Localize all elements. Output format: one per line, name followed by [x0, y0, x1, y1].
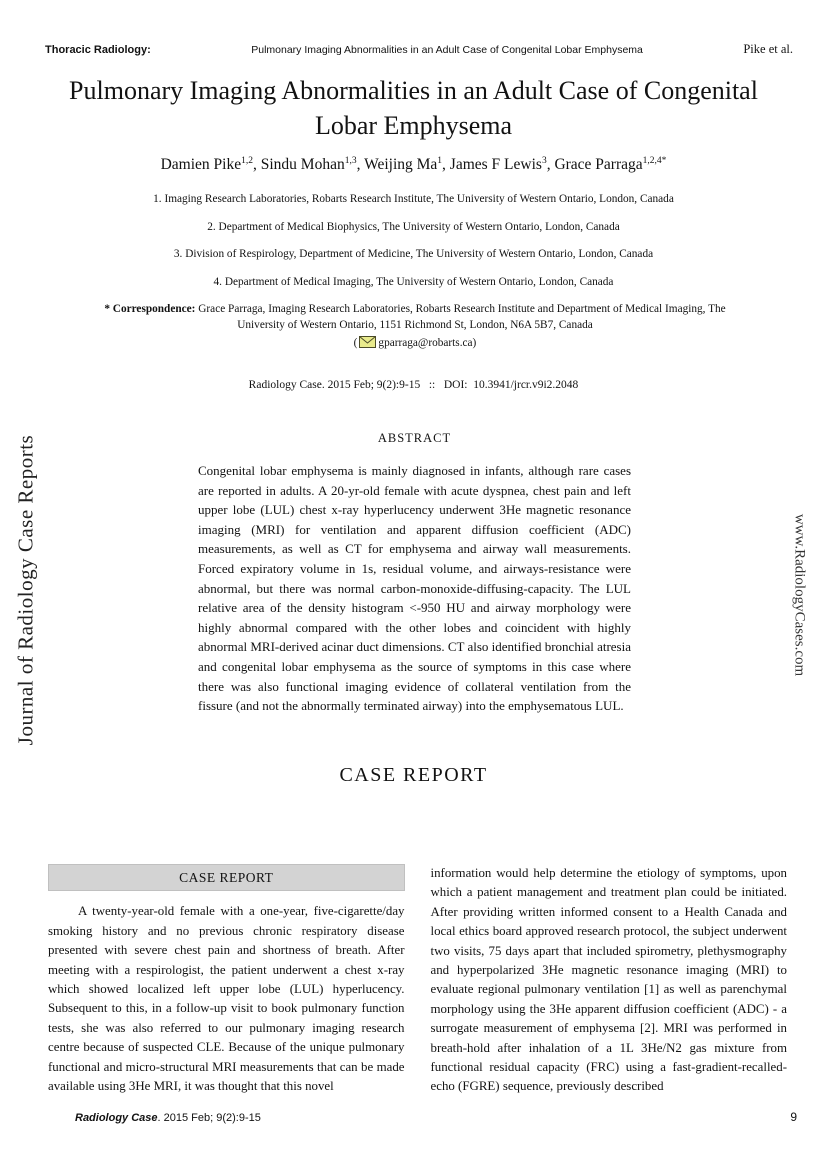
correspondence-label: * Correspondence: [104, 303, 196, 315]
author-separator: , [252, 156, 261, 174]
right-column [431, 864, 788, 1097]
footer-journal-name: Radiology Case [75, 1112, 158, 1124]
section-label: Thoracic Radiology: [45, 44, 151, 56]
case-report-box-heading: CASE REPORT [48, 864, 405, 891]
case-report-paragraph-left: A twenty-year-old female with a one-year, five-cigarette/day smoking history and no previous chronic respiratory disease presented with severe chest pain and shortness of breath. After meeting with a respirologist, the patient underwent a chest x-ray which showed localized left upper lobe (LUL) hyperlucency. Subsequent to this, in a follow-up visit to book pulmonary function tests, she was also referred to our pulmonary imaging research centre because of suspected CLE. Because of the unique pulmonary functional and micro-structural MRI measurements that can be made available using 3He MRI, it was thought that this novel [48, 904, 405, 1094]
correspondence-email-line [100, 336, 730, 352]
author-name: Sindu Mohan [260, 156, 345, 174]
running-header [45, 42, 793, 57]
paren-open: ( [353, 337, 358, 349]
journal-name-vertical: Journal of Radiology Case Reports [13, 434, 38, 746]
left-column [48, 864, 405, 1097]
email-address[interactable]: gparraga@robarts.ca) [378, 337, 477, 349]
correspondence-block [100, 302, 730, 352]
author-name: Grace Parraga [554, 156, 643, 174]
correspondence-text: * Correspondence: Grace Parraga, Imaging Research Laboratories, Robarts Research Institute and Department of Medical Imaging, The University of Western Ontario, 1151 Richmond St, London, N6A 5B7, Canada [104, 303, 726, 331]
article-title: Pulmonary Imaging Abnormalities in an Adult Case of Congenital Lobar Emphysema [69, 76, 758, 140]
author-affil-sup: 1,2,4* [642, 156, 667, 166]
author-separator: , [356, 156, 365, 174]
affiliation: 4. Department of Medical Imaging, The University of Western Ontario, London, Canada [213, 275, 614, 288]
abstract-section [198, 431, 631, 716]
affiliations-list [0, 193, 827, 303]
case-report-paragraph-right: information would help determine the etiology of symptoms, upon which a patient management and treatment plan could be initiated. After providing written informed consent to a Health Canada and local ethics board approved research protocol, the subject underwent two visits, 75 days apart that included spirometry, plethysmography and hyperpolarized 3He magnetic resonance imaging (MRI) to evaluate regional pulmonary ventilation [1] as well as parenchymal morphology using the 3He apparent diffusion coefficient (ADC) - a surrogate measurement of emphysema [2]. MRI was performed in breath-hold after inhalation of a 1L 3He/N2 gas mixture from functional residual capacity (FRC) using a fast-gradient-recalled-echo (FGRE) sequence, previously described [430, 866, 787, 1094]
author-affil-sup: 3 [541, 156, 547, 166]
running-title: Pulmonary Imaging Abnormalities in an Adult Case of Congenital Lobar Emphysema [251, 44, 643, 56]
authors-line [0, 156, 827, 174]
footer-citation [75, 1112, 261, 1124]
author-separator: , [546, 156, 555, 174]
citation-doi-line: Radiology Case. 2015 Feb; 9(2):9-15 :: DOI: 10.3941/jrcr.v9i2.2048 [248, 379, 579, 391]
affiliation: 2. Department of Medical Biophysics, The University of Western Ontario, London, Canada [207, 220, 620, 233]
author-affil-sup: 1,2 [241, 156, 253, 166]
author-affil-sup: 1 [437, 156, 443, 166]
author-name: James F Lewis [449, 156, 542, 174]
author-affil-sup: 1,3 [344, 156, 357, 166]
website-url-vertical[interactable]: www.RadiologyCases.com [791, 513, 808, 677]
author-separator: , [442, 156, 450, 174]
page-number: 9 [790, 1110, 797, 1124]
abstract-body: Congenital lobar emphysema is mainly diagnosed in infants, although rare cases are reported in adults. A 20-yr-old female with acute dyspnea, chest pain and left upper lobe (LUL) chest x-ray hyperlucency underwent 3He magnetic resonance imaging (MRI) for ventilation and apparent diffusion coefficient (ADC) measurements, as well as CT for emphysema and airway wall measurements. Forced expiratory volume in 1s, residual volume, and airways-resistance were abnormal, but there was normal carbon-monoxide-diffusing-capacity. The LUL relative area of the density histogram <-950 HU and airway morphology were highly abnormal compared with the other lobes and coincident with highly abnormal MRI-derived acinar duct dimensions. CT also identified bronchial atresia and congenital lobar emphysema as the source of symptoms in this case where there was also functional imaging evidence of collateral ventilation from the fissure (and not the abnormally terminated airway) into the emphysematous LUL. [198, 463, 631, 714]
running-authors: Pike et al. [743, 42, 793, 56]
abstract-heading: ABSTRACT [377, 431, 452, 445]
author-name: Weijing Ma [364, 156, 438, 174]
affiliation: 1. Imaging Research Laboratories, Robarts Research Institute, The University of Western Ontario, London, Canada [153, 193, 674, 205]
email-envelope-icon [359, 336, 376, 348]
page-footer [75, 1110, 797, 1124]
footer-citation-rest: . 2015 Feb; 9(2):9-15 [157, 1112, 261, 1124]
case-report-main-heading: CASE REPORT [339, 764, 488, 786]
author-name: Damien Pike [160, 156, 242, 174]
affiliation: 3. Division of Respirology, Department of Medicine, The University of Western Ontario, London, Canada [173, 248, 654, 260]
two-column-body [48, 864, 787, 1097]
